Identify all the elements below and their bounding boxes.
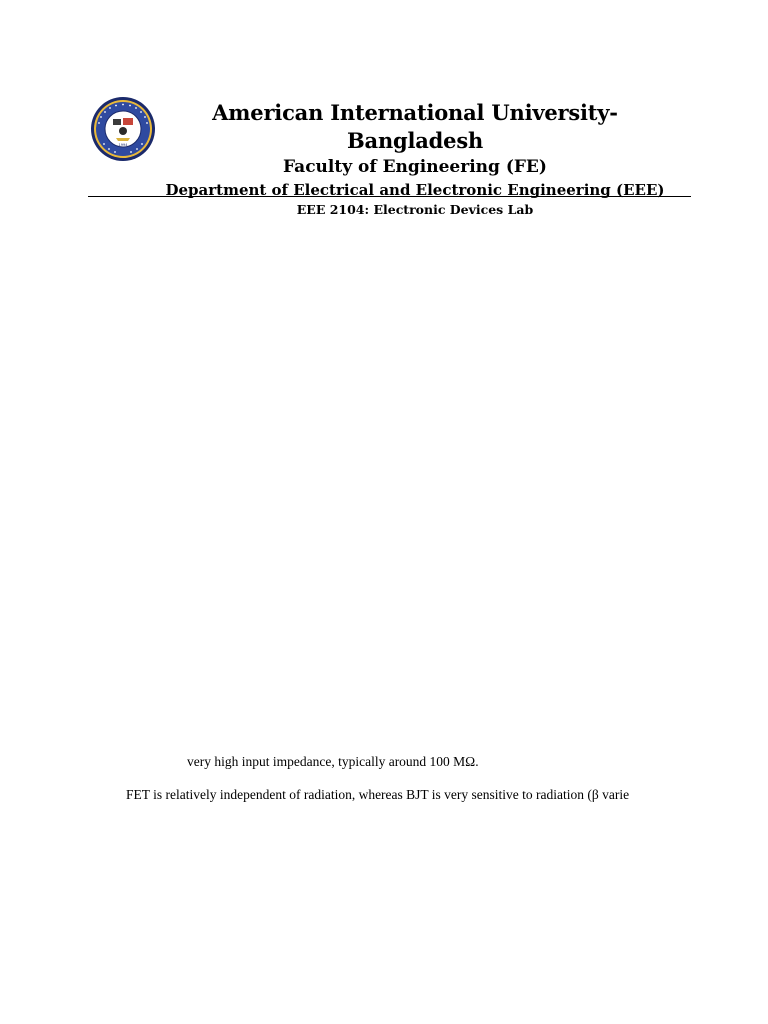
department-name: Department of Electrical and Electronic Engineering (EEE) [165, 181, 665, 199]
faculty-name: Faculty of Engineering (FE) [283, 157, 547, 177]
header-title-block [160, 99, 670, 218]
document-header [0, 0, 768, 217]
university-name: American International University- Bangladesh [212, 100, 618, 153]
svg-text:1994: 1994 [118, 143, 128, 147]
body-paragraph-line: very high input impedance, typically around 100 MΩ. [187, 754, 479, 769]
seal-icon [90, 96, 156, 162]
university-logo [90, 96, 156, 162]
header-divider [88, 196, 691, 197]
body-paragraph-line: FET is relatively independent of radiation, whereas BJT is very sensitive to radiation (β varie [126, 787, 630, 802]
course-title: EEE 2104: Electronic Devices Lab [296, 202, 534, 217]
